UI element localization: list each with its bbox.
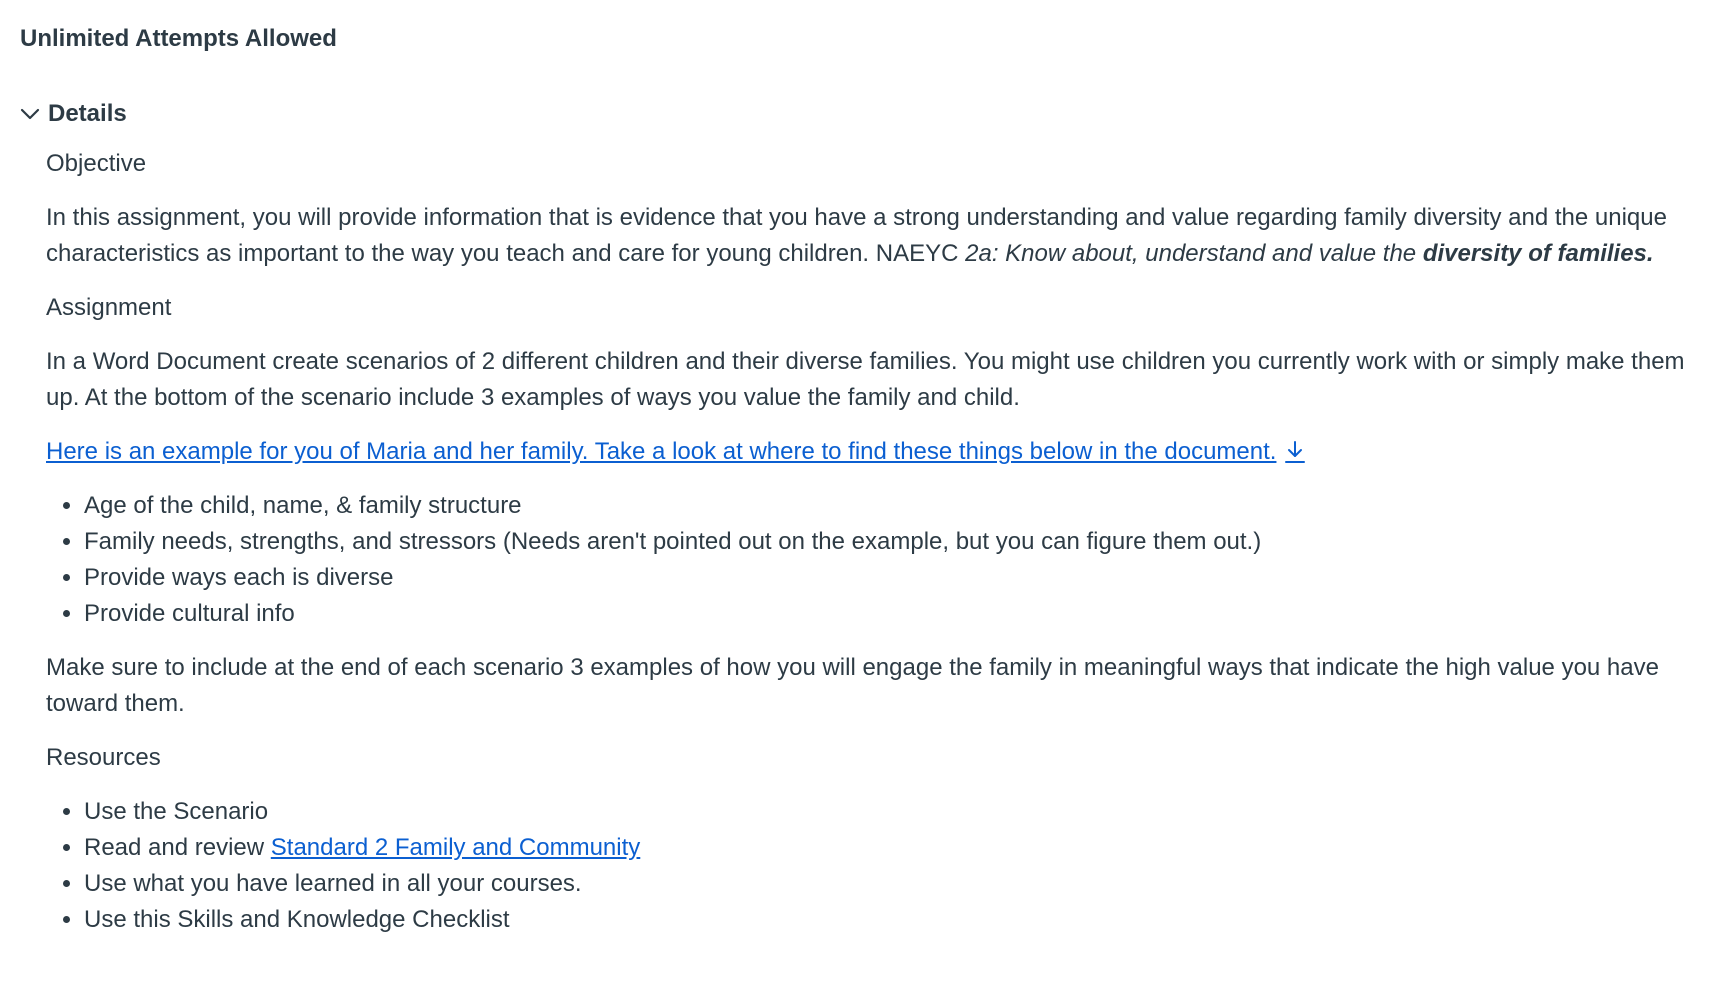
example-paragraph — [46, 434, 1706, 470]
objective-heading: Objective — [46, 150, 147, 177]
list-item: • Use what you have learned in all your courses. — [84, 866, 1706, 902]
resources-heading: Resources — [46, 744, 161, 771]
list-item: • Provide cultural info — [84, 596, 1706, 632]
objective-text: In this assignment, you will provide information that is evidence that you have a strong understanding and value regarding family diversity and the unique characteristics as important to the way you teach and care for young children. NAEYC — [46, 204, 1667, 267]
list-item — [84, 830, 1706, 866]
assignment-heading: Assignment — [46, 294, 172, 321]
standard-2-link[interactable]: Standard 2 Family and Community — [270, 834, 641, 861]
objective-paragraph — [46, 200, 1706, 272]
resource-text: Read and review — [84, 834, 271, 861]
objective-standard-bold: diversity of families. — [1422, 240, 1654, 267]
details-label: Details — [48, 100, 127, 127]
resources-list — [46, 794, 1706, 938]
list-item: • Use this Skills and Knowledge Checklist — [84, 902, 1706, 938]
engage-paragraph: Make sure to include at the end of each scenario 3 examples of how you will engage the family in meaningful ways that indicate the high value you have toward them. — [46, 654, 1659, 717]
details-content — [46, 146, 1706, 938]
details-toggle[interactable] — [20, 98, 1716, 130]
list-item: • Use the Scenario — [84, 794, 1706, 830]
list-item: • Family needs, strengths, and stressors (Needs aren't pointed out on the example, but you can figure them out.) — [84, 524, 1706, 560]
download-icon[interactable] — [1284, 439, 1306, 465]
objective-standard-italic: 2a: Know about, understand and value the — [965, 240, 1423, 267]
assignment-paragraph: In a Word Document create scenarios of 2 different children and their diverse families. You might use children you currently work with or simply make them up. At the bottom of the scenario include 3 examples of ways you value the family and child. — [46, 348, 1685, 411]
chevron-down-icon — [20, 104, 40, 124]
attempts-label: Unlimited Attempts Allowed — [20, 25, 337, 52]
list-item: • Provide ways each is diverse — [84, 560, 1706, 596]
example-document-link[interactable]: Here is an example for you of Maria and her family. Take a look at where to find these things below in the document. — [46, 438, 1277, 465]
list-item: • Age of the child, name, & family structure — [84, 488, 1706, 524]
scenario-requirements-list — [46, 488, 1706, 632]
